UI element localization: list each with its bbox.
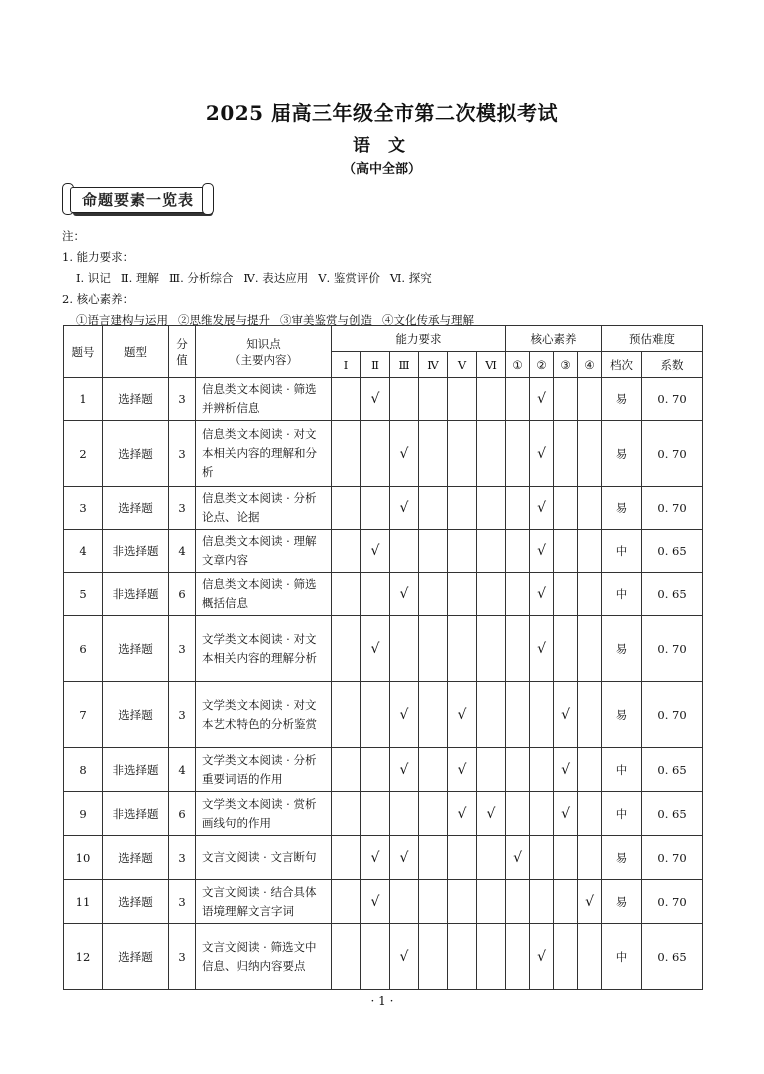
row-level: 易	[602, 836, 642, 880]
row-level: 中	[602, 792, 642, 836]
core-check: √	[530, 924, 554, 990]
row-level: 易	[602, 682, 642, 748]
row-type: 选择题	[103, 487, 169, 530]
row-type: 非选择题	[103, 573, 169, 616]
row-score: 3	[169, 880, 196, 924]
core-check: √	[554, 682, 578, 748]
row-coef: 0. 70	[642, 836, 703, 880]
header-core-col: ①	[506, 352, 530, 378]
section-banner	[62, 183, 214, 215]
core-cell	[578, 487, 602, 530]
header-ability: 能力要求	[332, 326, 506, 352]
row-score: 3	[169, 836, 196, 880]
ability-cell	[390, 616, 419, 682]
core-note-item: ②思维发展与提升	[178, 313, 270, 327]
ability-cell	[390, 378, 419, 421]
row-coef: 0. 70	[642, 421, 703, 487]
ability-cell	[477, 616, 506, 682]
row-score: 3	[169, 924, 196, 990]
ability-cell	[361, 924, 390, 990]
exam-spec-table	[63, 325, 703, 990]
ability-cell	[477, 421, 506, 487]
core-check: √	[530, 421, 554, 487]
row-coef: 0. 70	[642, 682, 703, 748]
ability-cell	[448, 487, 477, 530]
row-score: 6	[169, 792, 196, 836]
core-note-item: ④文化传承与理解	[382, 313, 474, 327]
ability-check: √	[390, 573, 419, 616]
ability-cell	[361, 682, 390, 748]
core-cell	[506, 924, 530, 990]
ability-cell	[332, 924, 361, 990]
ability-cell	[448, 378, 477, 421]
banner-text: 命题要素一览表	[81, 191, 194, 209]
header-coef: 系数	[642, 352, 703, 378]
header-ability-col: Ⅰ	[332, 352, 361, 378]
header-ability-col: Ⅵ	[477, 352, 506, 378]
core-notes-title: 2. 核心素养：	[62, 292, 135, 306]
ability-cell	[477, 487, 506, 530]
notes-label: 注：	[62, 229, 85, 243]
core-check: √	[530, 530, 554, 573]
ability-cell	[361, 421, 390, 487]
ability-cell	[390, 792, 419, 836]
ability-check: √	[361, 836, 390, 880]
ability-cell	[477, 924, 506, 990]
row-score: 3	[169, 682, 196, 748]
row-topic: 信息类文本阅读 · 筛选并辨析信息	[196, 378, 332, 421]
core-check: √	[530, 616, 554, 682]
row-num: 3	[64, 487, 103, 530]
row-type: 非选择题	[103, 792, 169, 836]
ability-cell	[419, 682, 448, 748]
ability-note-item: Ⅵ. 探究	[389, 271, 432, 285]
header-num: 题号	[64, 326, 103, 378]
ability-check: √	[390, 748, 419, 792]
core-cell	[554, 378, 578, 421]
core-cell	[578, 573, 602, 616]
ability-cell	[419, 880, 448, 924]
row-type: 选择题	[103, 378, 169, 421]
ability-cell	[332, 836, 361, 880]
core-cell	[506, 487, 530, 530]
core-cell	[554, 530, 578, 573]
core-cell	[578, 682, 602, 748]
ability-cell	[448, 616, 477, 682]
core-check: √	[530, 573, 554, 616]
header-core-col: ②	[530, 352, 554, 378]
ability-cell	[477, 573, 506, 616]
core-check: √	[554, 748, 578, 792]
header-core-col: ③	[554, 352, 578, 378]
table-row	[64, 836, 703, 880]
row-topic: 文言文阅读 · 结合具体语境理解文言字词	[196, 880, 332, 924]
core-cell	[578, 378, 602, 421]
core-cell	[506, 378, 530, 421]
ability-cell	[332, 573, 361, 616]
ability-cell	[477, 682, 506, 748]
ability-cell	[332, 530, 361, 573]
page-title: 2025 届高三年级全市第二次模拟考试	[205, 101, 559, 125]
table-row	[64, 682, 703, 748]
ability-cell	[361, 792, 390, 836]
row-num: 2	[64, 421, 103, 487]
ability-cell	[361, 487, 390, 530]
row-type: 选择题	[103, 421, 169, 487]
row-type: 选择题	[103, 682, 169, 748]
header-type: 题型	[103, 326, 169, 378]
ability-cell	[332, 421, 361, 487]
row-topic: 文言文阅读 · 文言断句	[196, 836, 332, 880]
row-coef: 0. 70	[642, 880, 703, 924]
page-number: · 1 ·	[370, 994, 394, 1008]
core-cell	[530, 748, 554, 792]
table-row	[64, 378, 703, 421]
ability-cell	[448, 421, 477, 487]
row-level: 易	[602, 487, 642, 530]
core-cell	[554, 836, 578, 880]
ability-cell	[448, 530, 477, 573]
ability-cell	[419, 530, 448, 573]
core-cell	[578, 616, 602, 682]
row-topic: 信息类文本阅读 · 理解文章内容	[196, 530, 332, 573]
core-cell	[554, 880, 578, 924]
row-type: 选择题	[103, 924, 169, 990]
row-coef: 0. 65	[642, 530, 703, 573]
row-num: 4	[64, 530, 103, 573]
core-cell	[506, 421, 530, 487]
table-row	[64, 792, 703, 836]
core-note-item: ①语言建构与运用	[76, 313, 168, 327]
row-type: 非选择题	[103, 748, 169, 792]
row-type: 非选择题	[103, 530, 169, 573]
ability-note-item: Ⅴ. 鉴赏评价	[318, 271, 380, 285]
ability-check: √	[390, 682, 419, 748]
header-ability-col: Ⅴ	[448, 352, 477, 378]
ability-cell	[361, 573, 390, 616]
table-row	[64, 573, 703, 616]
row-level: 中	[602, 530, 642, 573]
core-cell	[554, 924, 578, 990]
row-level: 易	[602, 421, 642, 487]
header-ability-col: Ⅲ	[390, 352, 419, 378]
exam-range: （高中全部）	[342, 162, 421, 177]
subject-title: 语 文	[353, 136, 411, 156]
row-level: 易	[602, 616, 642, 682]
row-coef: 0. 70	[642, 378, 703, 421]
ability-cell	[448, 880, 477, 924]
ability-cell	[419, 573, 448, 616]
header-ability-col: Ⅱ	[361, 352, 390, 378]
row-score: 3	[169, 378, 196, 421]
ability-cell	[332, 378, 361, 421]
ability-cell	[448, 836, 477, 880]
row-topic: 文学类文本阅读 · 对文本相关内容的理解分析	[196, 616, 332, 682]
core-cell	[554, 421, 578, 487]
table-row	[64, 880, 703, 924]
ability-note-item: Ⅰ. 识记	[76, 271, 111, 285]
core-cell	[578, 924, 602, 990]
core-cell	[506, 573, 530, 616]
header-ability-col: Ⅳ	[419, 352, 448, 378]
core-cell	[554, 573, 578, 616]
core-cell	[554, 487, 578, 530]
core-cell	[506, 880, 530, 924]
ability-cell	[477, 530, 506, 573]
ability-cell	[332, 487, 361, 530]
ability-cell	[419, 836, 448, 880]
header-score: 分 值	[169, 326, 196, 378]
core-cell	[530, 880, 554, 924]
core-check: √	[554, 792, 578, 836]
ability-note-item: Ⅱ. 理解	[120, 271, 159, 285]
core-cell	[578, 748, 602, 792]
ability-cell	[477, 748, 506, 792]
header-core: 核心素养	[506, 326, 602, 352]
header-level: 档次	[602, 352, 642, 378]
ability-check: √	[448, 792, 477, 836]
row-level: 易	[602, 880, 642, 924]
row-coef: 0. 70	[642, 487, 703, 530]
row-topic: 文学类文本阅读 · 分析重要词语的作用	[196, 748, 332, 792]
row-num: 1	[64, 378, 103, 421]
ability-cell	[419, 924, 448, 990]
ability-check: √	[361, 616, 390, 682]
row-num: 7	[64, 682, 103, 748]
core-check: √	[506, 836, 530, 880]
ability-check: √	[390, 487, 419, 530]
ability-cell	[448, 924, 477, 990]
row-score: 3	[169, 421, 196, 487]
ability-notes-list	[62, 268, 474, 289]
ability-cell	[332, 616, 361, 682]
row-num: 10	[64, 836, 103, 880]
row-num: 9	[64, 792, 103, 836]
row-coef: 0. 65	[642, 792, 703, 836]
core-check: √	[530, 487, 554, 530]
row-type: 选择题	[103, 836, 169, 880]
ability-cell	[477, 880, 506, 924]
row-num: 12	[64, 924, 103, 990]
ability-cell	[419, 487, 448, 530]
core-cell	[578, 836, 602, 880]
header-topic: 知识点 （主要内容）	[196, 326, 332, 378]
table-row	[64, 924, 703, 990]
row-level: 中	[602, 924, 642, 990]
ability-check: √	[361, 530, 390, 573]
core-cell	[506, 616, 530, 682]
row-type: 选择题	[103, 880, 169, 924]
row-level: 中	[602, 748, 642, 792]
ability-cell	[477, 378, 506, 421]
ability-cell	[361, 748, 390, 792]
ability-cell	[419, 421, 448, 487]
ability-check: √	[390, 421, 419, 487]
ability-check: √	[448, 748, 477, 792]
table-row	[64, 530, 703, 573]
core-check: √	[578, 880, 602, 924]
notes-section	[62, 226, 474, 331]
header-difficulty: 预估难度	[602, 326, 703, 352]
core-cell	[530, 792, 554, 836]
row-topic: 信息类文本阅读 · 筛选概括信息	[196, 573, 332, 616]
ability-check: √	[448, 682, 477, 748]
core-cell	[578, 792, 602, 836]
ability-cell	[332, 880, 361, 924]
row-level: 中	[602, 573, 642, 616]
core-cell	[530, 836, 554, 880]
ability-notes-title: 1. 能力要求：	[62, 250, 135, 264]
row-topic: 文学类文本阅读 · 赏析画线句的作用	[196, 792, 332, 836]
row-topic: 信息类文本阅读 · 分析论点、论据	[196, 487, 332, 530]
row-score: 3	[169, 487, 196, 530]
ability-cell	[390, 880, 419, 924]
row-coef: 0. 70	[642, 616, 703, 682]
row-num: 5	[64, 573, 103, 616]
row-coef: 0. 65	[642, 748, 703, 792]
ability-check: √	[361, 378, 390, 421]
row-level: 易	[602, 378, 642, 421]
core-check: √	[530, 378, 554, 421]
ability-cell	[419, 616, 448, 682]
core-cell	[506, 682, 530, 748]
core-cell	[506, 792, 530, 836]
table-body	[64, 378, 703, 990]
table-row	[64, 487, 703, 530]
row-num: 6	[64, 616, 103, 682]
core-cell	[578, 421, 602, 487]
row-coef: 0. 65	[642, 573, 703, 616]
table-row	[64, 616, 703, 682]
ability-cell	[419, 792, 448, 836]
row-topic: 文言文阅读 · 筛选文中信息、归纳内容要点	[196, 924, 332, 990]
ability-check: √	[361, 880, 390, 924]
row-score: 4	[169, 748, 196, 792]
ability-check: √	[390, 924, 419, 990]
header-core-col: ④	[578, 352, 602, 378]
core-note-item: ③审美鉴赏与创造	[280, 313, 372, 327]
row-score: 4	[169, 530, 196, 573]
ability-cell	[419, 748, 448, 792]
row-topic: 信息类文本阅读 · 对文本相关内容的理解和分析	[196, 421, 332, 487]
table-row	[64, 421, 703, 487]
ability-cell	[477, 836, 506, 880]
core-cell	[578, 530, 602, 573]
row-score: 3	[169, 616, 196, 682]
ability-cell	[332, 748, 361, 792]
ability-check: √	[390, 836, 419, 880]
row-num: 11	[64, 880, 103, 924]
ability-cell	[448, 573, 477, 616]
core-cell	[506, 748, 530, 792]
ability-cell	[332, 792, 361, 836]
core-cell	[506, 530, 530, 573]
ability-cell	[332, 682, 361, 748]
row-num: 8	[64, 748, 103, 792]
ability-cell	[390, 530, 419, 573]
row-type: 选择题	[103, 616, 169, 682]
table-row	[64, 748, 703, 792]
ability-check: √	[477, 792, 506, 836]
ability-note-item: Ⅲ. 分析综合	[169, 271, 234, 285]
core-cell	[530, 682, 554, 748]
row-score: 6	[169, 573, 196, 616]
row-topic: 文学类文本阅读 · 对文本艺术特色的分析鉴赏	[196, 682, 332, 748]
core-cell	[554, 616, 578, 682]
ability-cell	[419, 378, 448, 421]
row-coef: 0. 65	[642, 924, 703, 990]
ability-note-item: Ⅳ. 表达应用	[243, 271, 309, 285]
